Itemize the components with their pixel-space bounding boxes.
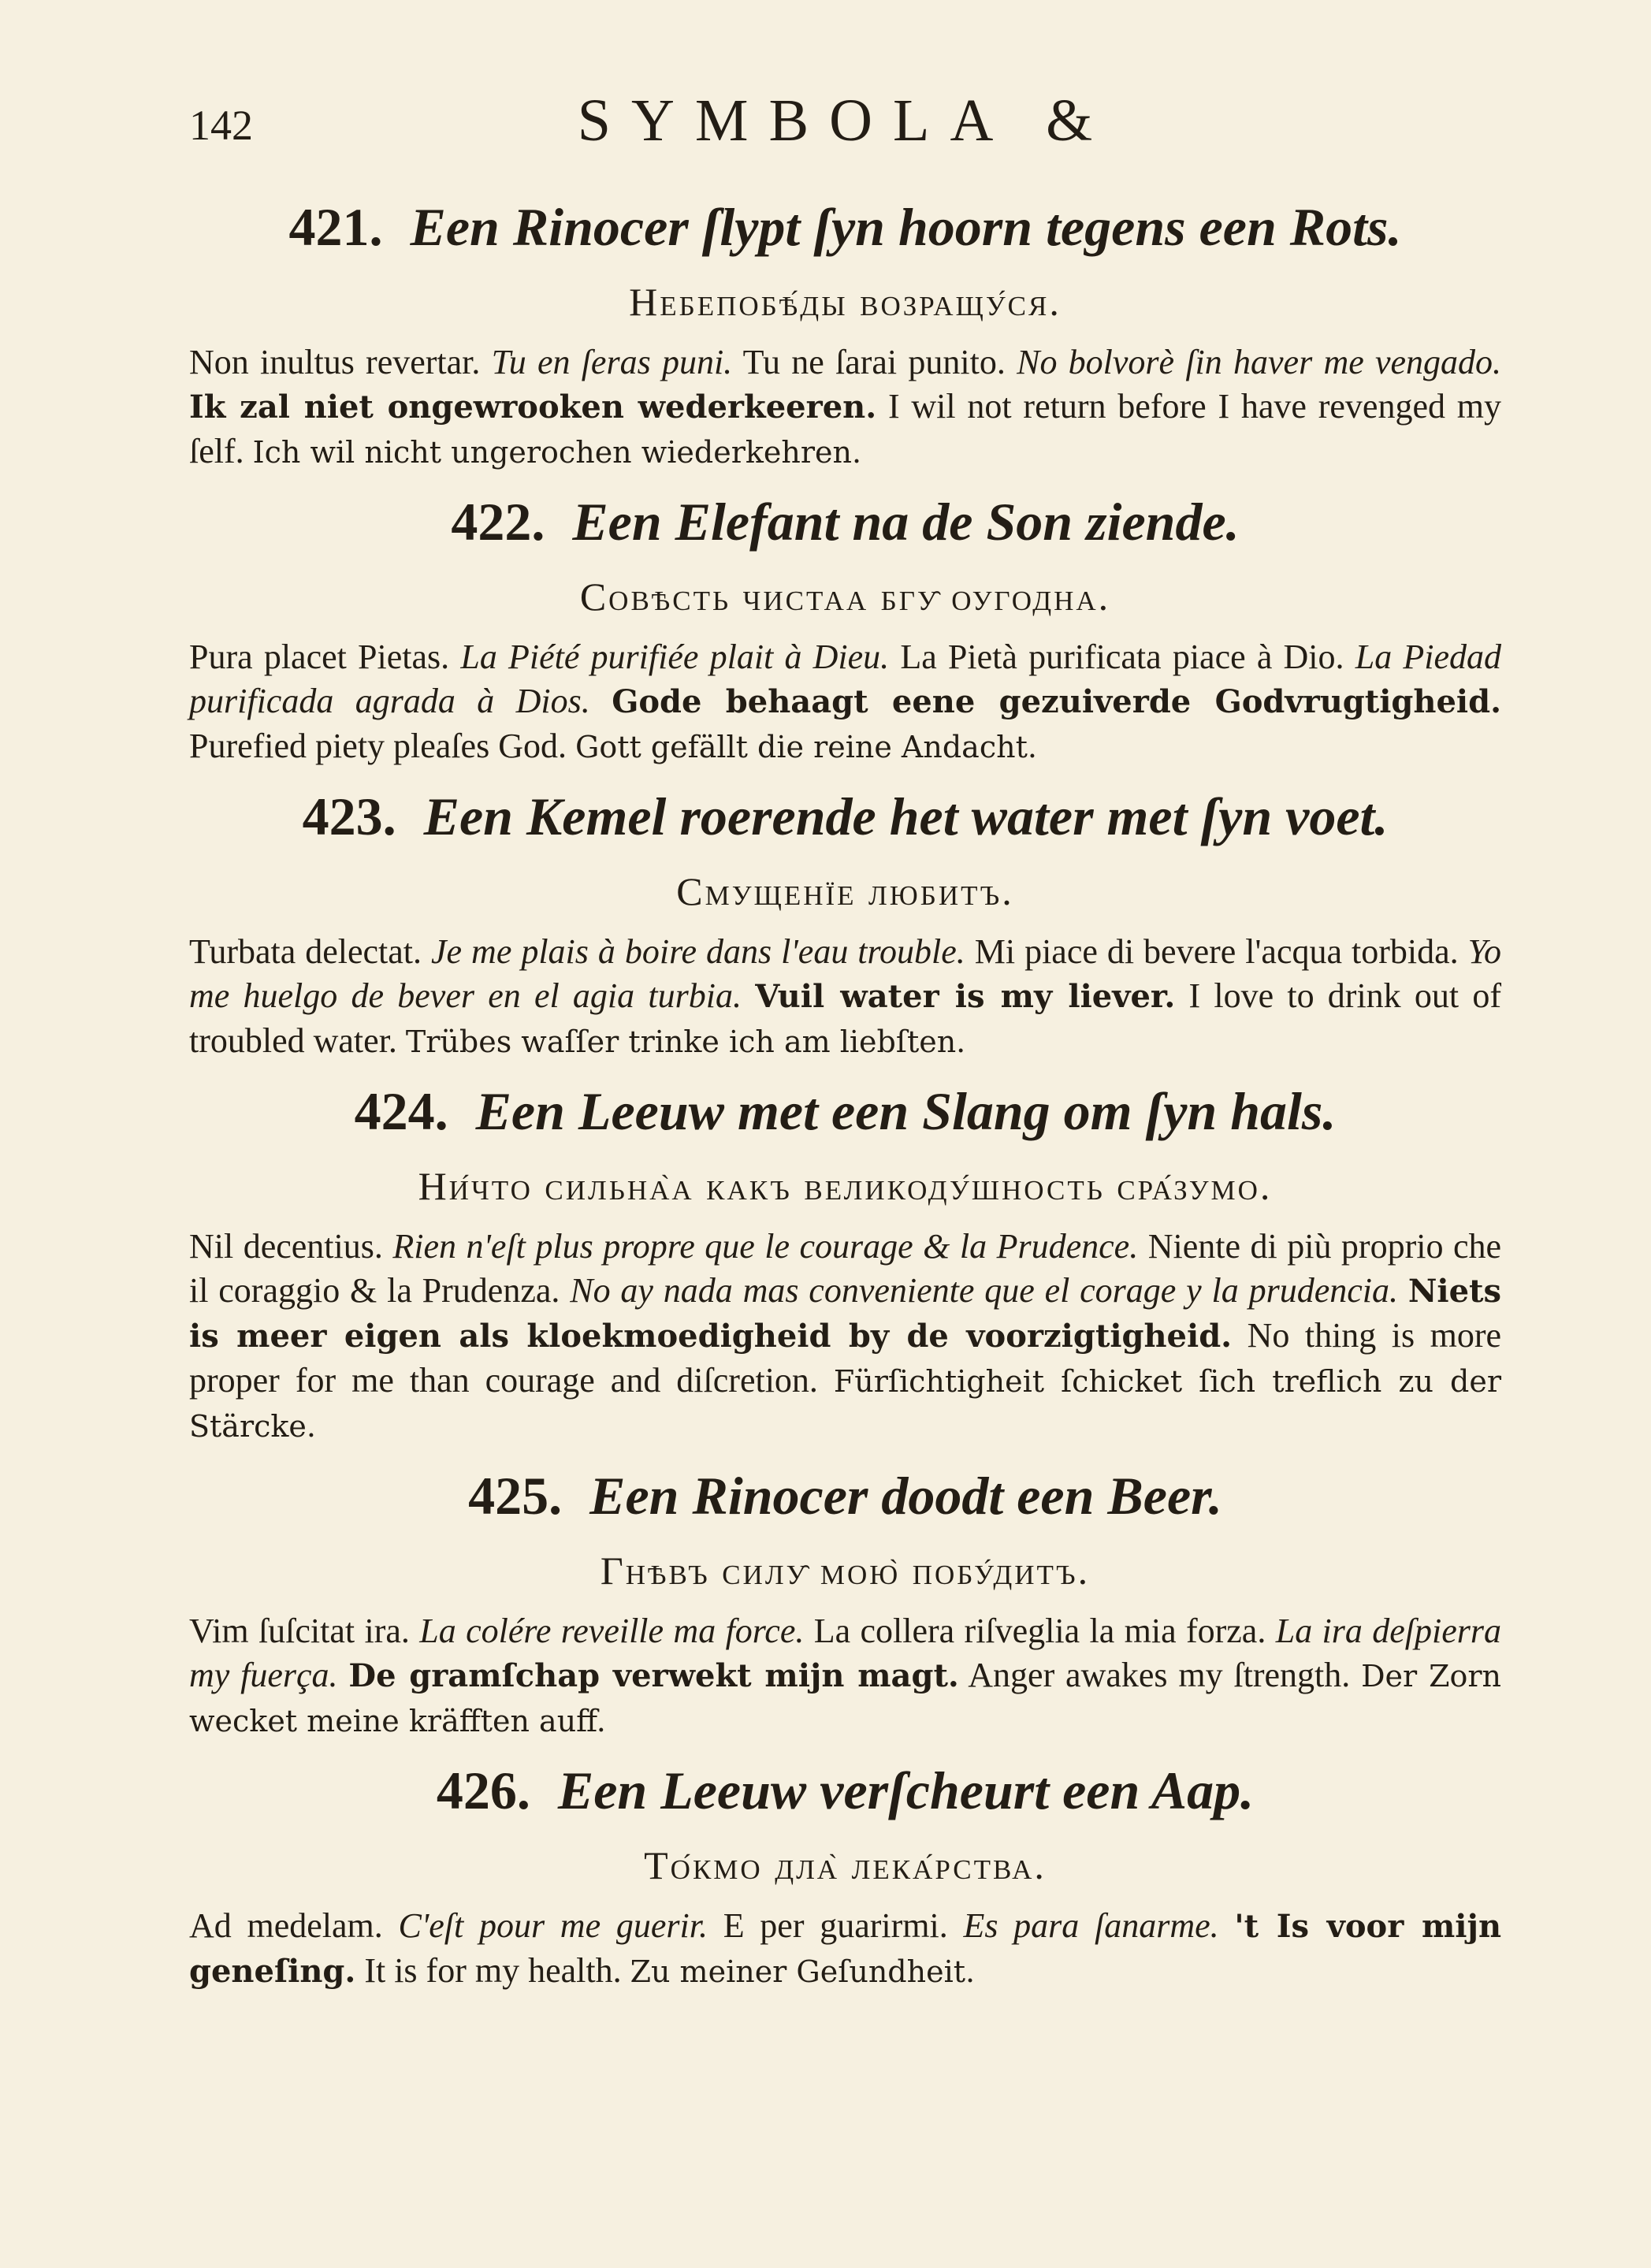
running-head bbox=[189, 87, 1501, 181]
emblem-423 bbox=[189, 780, 1501, 1064]
emblem-motto-slavonic: Совѣсть чистаа бгу̑ оугодна. bbox=[579, 574, 1111, 619]
emblem-heading bbox=[189, 1459, 1501, 1532]
translation-italian: Niente di più proprio che il coraggio & la Prudenza. bbox=[189, 1227, 1502, 1310]
translation-italian: La Pietà purificata piace à Dio. bbox=[900, 638, 1344, 676]
emblem-motto-slavonic: Гнѣвъ силу̑ мою̀ побу́дитъ. bbox=[600, 1549, 1091, 1593]
emblem-title: Een Rinocer doodt een Beer. bbox=[589, 1466, 1222, 1526]
emblem-motto-slavonic: То́кмо дла̀ лека́рства. bbox=[644, 1843, 1047, 1887]
emblem-motto-slavonic: Небепобѣ́ды возращу́ся. bbox=[629, 280, 1062, 324]
translation-spanish: La ira deſpierra my fuerça. bbox=[189, 1612, 1502, 1694]
translation-german: Ich wil nicht ungerochen wiederkehren. bbox=[252, 435, 862, 470]
page-number: 142 bbox=[189, 102, 253, 149]
translation-spanish: No ay nada mas conveniente que el corage y la prudencia. bbox=[570, 1271, 1398, 1310]
translation-german: Gott gefällt die reine Andacht. bbox=[575, 730, 1037, 764]
translation-dutch: Vuil water is my liever. bbox=[755, 978, 1176, 1015]
translation-english: Purefied piety pleaſes God. bbox=[189, 727, 567, 765]
emblem-422 bbox=[189, 485, 1501, 769]
translation-english: It is for my health. bbox=[364, 1951, 622, 1990]
translation-latin: Vim ſuſcitat ira. bbox=[189, 1612, 410, 1650]
translation-dutch: 't Is voor mijn geneſing. bbox=[189, 1908, 1502, 1990]
translation-french: La colére reveille ma force. bbox=[419, 1612, 805, 1650]
emblem-number: 424. bbox=[354, 1081, 448, 1141]
emblem-translations bbox=[189, 1609, 1501, 1743]
translation-latin: Ad medelam. bbox=[189, 1906, 383, 1945]
emblem-heading bbox=[189, 1075, 1501, 1147]
emblem-title: Een Kemel roerende het water met ſyn voet. bbox=[423, 786, 1389, 846]
emblem-number: 422. bbox=[451, 492, 545, 552]
emblem-heading bbox=[189, 485, 1501, 558]
emblem-motto-slavonic: Ни́что сильна̀а какъ великоду́шность сра́зумо. bbox=[418, 1164, 1273, 1208]
translation-dutch: Niets is meer eigen als kloekmoedigheid by de voorzigtigheid. bbox=[189, 1273, 1502, 1355]
emblem-translations bbox=[189, 930, 1501, 1064]
translation-german: Zu meiner Geſundheit. bbox=[630, 1954, 976, 1989]
emblem-number: 423. bbox=[302, 786, 396, 846]
translation-latin: Non inultus revertar. bbox=[189, 343, 481, 381]
translation-german: Trübes waſſer trinke ich am liebſten. bbox=[405, 1024, 966, 1059]
emblem-number: 425. bbox=[468, 1466, 563, 1526]
emblem-title: Een Rinocer ſlypt ſyn hoorn tegens een Rots. bbox=[410, 197, 1402, 257]
translation-french: C'eſt pour me guerir. bbox=[398, 1906, 708, 1945]
translation-german: Der Zorn wecket meine kräfften auff. bbox=[189, 1659, 1502, 1738]
emblem-translations bbox=[189, 340, 1501, 474]
emblem-translations bbox=[189, 635, 1501, 769]
translation-latin: Nil decentius. bbox=[189, 1227, 383, 1266]
translation-italian: Tu ne ſarai punito. bbox=[742, 343, 1006, 381]
translation-french: Rien n'eſt plus propre que le courage & la Prudence. bbox=[392, 1227, 1139, 1266]
translation-italian: Mi piace di bevere l'acqua torbida. bbox=[974, 932, 1459, 971]
emblem-426 bbox=[189, 1754, 1501, 1994]
emblem-title: Een Leeuw met een Slang om ſyn hals. bbox=[475, 1081, 1337, 1141]
emblem-424 bbox=[189, 1075, 1501, 1448]
translation-italian: E per guarirmi. bbox=[723, 1906, 948, 1945]
emblem-motto-slavonic: Смущенїе любитъ. bbox=[676, 869, 1014, 913]
emblem-title: Een Leeuw verſcheurt een Aap. bbox=[557, 1760, 1255, 1820]
translation-german: Fürſichtigheit ſchicket ſich treflich zu der Stärcke. bbox=[189, 1364, 1501, 1444]
translation-spanish: Es para ſanarme. bbox=[963, 1906, 1219, 1945]
translation-italian: La collera riſveglia la mia forza. bbox=[813, 1612, 1266, 1650]
translation-dutch: De gramſchap verwekt mijn magt. bbox=[348, 1657, 959, 1694]
translation-english: Anger awakes my ſtrength. bbox=[968, 1656, 1351, 1694]
emblem-translations bbox=[189, 1904, 1501, 1994]
translation-spanish: No bolvorè ſin haver me vengado. bbox=[1017, 343, 1502, 381]
translation-spanish: Yo me huelgo de bever en el agia turbia. bbox=[189, 932, 1502, 1015]
emblem-heading bbox=[189, 780, 1501, 853]
translation-spanish: La Piedad purificada agrada à Dios. bbox=[189, 638, 1502, 720]
emblem-number: 421. bbox=[288, 197, 383, 257]
translation-latin: Turbata delectat. bbox=[189, 932, 422, 971]
emblem-heading bbox=[189, 191, 1501, 263]
translation-english: I love to drink out of troubled water. bbox=[189, 976, 1502, 1060]
translation-english: I wil not return before I have revenged my ſelf. bbox=[189, 387, 1501, 470]
translation-french: La Piété purifiée plait à Dieu. bbox=[460, 638, 890, 676]
emblem-421 bbox=[189, 191, 1501, 474]
emblem-translations bbox=[189, 1225, 1501, 1448]
translation-dutch: Ik zal niet ongewrooken wederkeeren. bbox=[189, 389, 877, 426]
emblem-number: 426. bbox=[436, 1760, 530, 1820]
emblem-heading bbox=[189, 1754, 1501, 1827]
emblem-425 bbox=[189, 1459, 1501, 1743]
translation-french: Tu en ſeras puni. bbox=[491, 343, 733, 381]
translation-french: Je me plais à boire dans l'eau trouble. bbox=[431, 932, 965, 971]
translation-dutch: Gode behaagt eene gezuiverde Godvrugtigheid. bbox=[612, 683, 1501, 720]
running-title: SYMBOLA & bbox=[577, 87, 1114, 154]
emblem-title: Een Elefant na de Son ziende. bbox=[572, 492, 1240, 552]
translation-english: No thing is more proper for me than courage and diſcretion. bbox=[189, 1316, 1502, 1400]
translation-latin: Pura placet Pietas. bbox=[189, 638, 450, 676]
